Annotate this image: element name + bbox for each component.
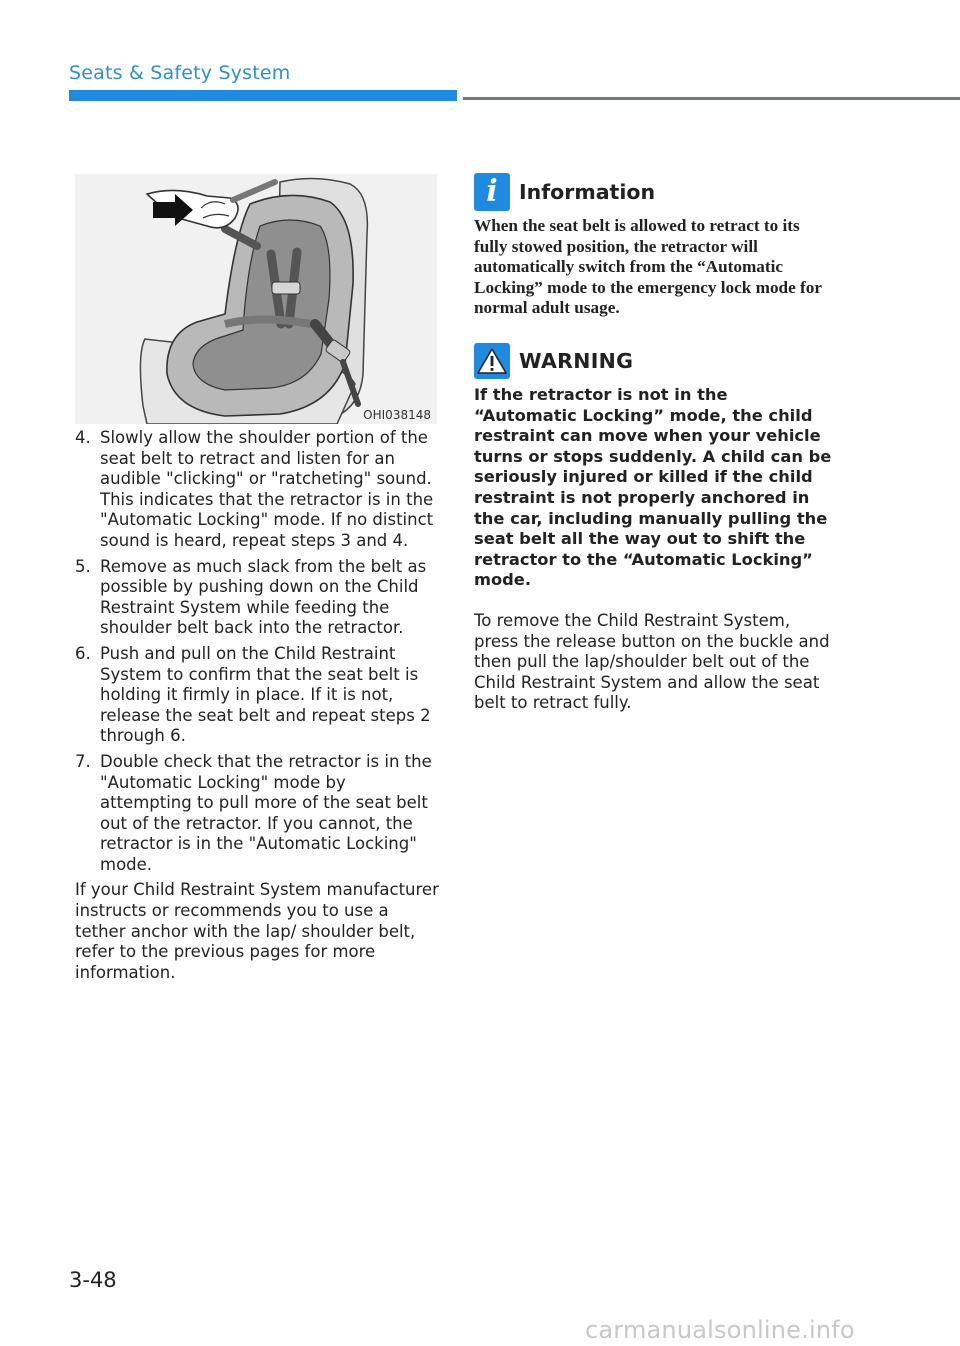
step-text: Double check that the retractor is in the "Automatic Locking" mode by attempting to pull more of the seat belt out of the retractor. If you cannot, the retractor is in the "Automatic Locking" mode. bbox=[100, 751, 432, 874]
warning-header bbox=[474, 343, 834, 379]
step-7 bbox=[75, 752, 440, 876]
header-rule-blue bbox=[69, 90, 457, 101]
left-column bbox=[75, 428, 440, 983]
information-title: Information bbox=[519, 180, 656, 204]
page-number: 3-48 bbox=[69, 1268, 117, 1292]
step-number: 4. bbox=[75, 428, 91, 447]
step-4 bbox=[75, 428, 440, 552]
right-column bbox=[474, 172, 834, 714]
warning-title: WARNING bbox=[519, 348, 634, 373]
info-icon: i bbox=[474, 173, 510, 211]
tether-paragraph: If your Child Restraint System manufacturer instructs or recommends you to use a tether anchor with the lap/ shoulder belt, refer to the previous pages for more information. bbox=[75, 880, 439, 982]
step-6 bbox=[75, 644, 440, 747]
step-number: 7. bbox=[75, 751, 91, 771]
child-seat-illustration bbox=[75, 174, 437, 424]
warning-icon bbox=[474, 343, 510, 379]
seat-belt-figure bbox=[75, 174, 437, 424]
header-rule-gray bbox=[463, 97, 960, 100]
watermark: carmanualsonline.info bbox=[585, 1316, 855, 1344]
warning-body: If the retractor is not in the “Automatic Locking” mode, the child restraint can move when your vehicle turns or stops suddenly. A child can be seriously injured or killed if the child restraint is not properly anchored in the car, including manually pulling the seat belt all the way out to shift the retractor to the “Automatic Locking” mode. bbox=[474, 384, 832, 590]
figure-code: OHI038148 bbox=[363, 408, 431, 422]
step-number: 5. bbox=[75, 556, 91, 576]
section-title: Seats & Safety System bbox=[69, 62, 291, 84]
step-text: Slowly allow the shoulder portion of the seat belt to retract and listen for an audible "clicking" or "ratcheting" sound. This indicates that the retractor is in the "Automatic Locking" mode. If no distinct sound is heard, repeat steps 3 and 4. bbox=[100, 428, 434, 550]
remove-paragraph: To remove the Child Restraint System, press the release button on the buckle and then pull the lap/shoulder belt out of the Child Restraint System and allow the seat belt to retract fully. bbox=[474, 610, 830, 713]
step-5 bbox=[75, 557, 440, 639]
step-text: Push and pull on the Child Restraint System to confirm that the seat belt is holding it firmly in place. If it is not, release the seat belt and repeat steps 2 through 6. bbox=[100, 643, 431, 746]
step-text: Remove as much slack from the belt as possible by pushing down on the Child Restraint System while feeding the shoulder belt back into the retractor. bbox=[100, 556, 427, 638]
information-header bbox=[474, 172, 834, 212]
step-number: 6. bbox=[75, 643, 91, 663]
information-body: When the seat belt is allowed to retract to its fully stowed position, the retractor will automatically switch from the “Automatic Locking” mode to the emergency lock mode for normal adult usage. bbox=[474, 216, 822, 318]
